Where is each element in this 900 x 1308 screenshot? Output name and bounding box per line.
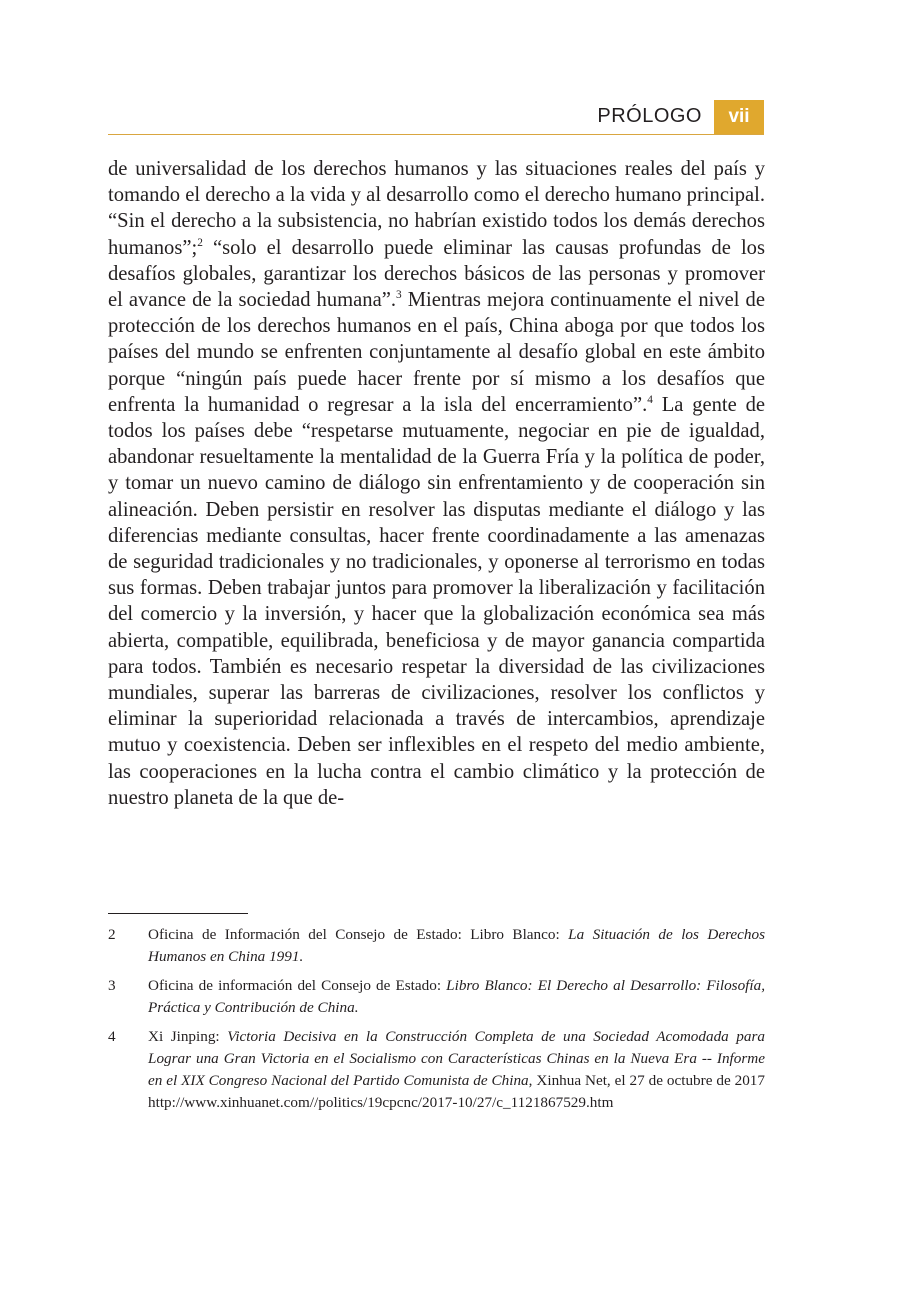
footnote-number: 4	[108, 1028, 116, 1045]
footnote-number: 2	[108, 926, 116, 943]
body-text-part: Mientras mejora continuamente el nivel de protección de los derechos humanos en el país, China aboga por que todos los países del mundo se enfrenten conjuntamente al desafío global en este ámbito porque “ningún país puede hacer frente por sí mismo a los desafíos que enfrenta la humanidad o regresar a la isla del encerramiento”.	[108, 289, 765, 416]
footnote-number: 3	[108, 977, 116, 994]
footnote-prefix: Oficina de información del Consejo de Estado:	[148, 977, 447, 994]
footnote-divider	[108, 913, 248, 914]
footnote-title: Libro Blanco: El Derecho al Desarrollo: Filosofía, Práctica y Contribución de China.	[148, 977, 766, 1016]
footnote-item	[108, 924, 765, 968]
footnotes	[108, 924, 765, 1121]
body-paragraph	[108, 156, 765, 811]
footnote-prefix: Xi Jinping:	[148, 1028, 228, 1045]
body-text-part: “solo el desarrollo puede eliminar las causas profundas de los desafíos globales, garantizar los derechos básicos de las personas y promover el avance de la sociedad humana”.	[108, 236, 765, 312]
body-text-part: La gente de todos los países debe “respetarse mutuamente, negociar en pie de igualdad, abandonar resueltamente la mentalidad de la Guerra Fría y la política de poder, y tomar un nuevo camino de diálogo sin enfrentamiento y de cooperación sin alineación. Deben persistir en resolver las disputas mediante el diálogo y las diferencias mediante consultas, hacer frente coordinadamente a las amenazas de seguridad tradicionales y no tradicionales, y oponerse al terrorismo en todas sus formas. Deben trabajar juntos para promover la liberalización y facilitación del comercio y la inversión, y hacer que la globalización económica sea más abierta, compatible, equilibrada, beneficiosa y de mayor ganancia compartida para todos. También es necesario respetar la diversidad de las civilizaciones mundiales, superar las barreras de civilizaciones, resolver los conflictos y eliminar la superioridad relacionada a través de intercambios, aprendizaje mutuo y coexistencia. Deben ser inflexibles en el respeto del medio ambiente, las cooperaciones en la lucha contra el cambio climático y la protección de nuestro planeta de la que de-	[108, 393, 766, 809]
footnote-prefix: Oficina de Información del Consejo de Estado: Libro Blanco:	[148, 926, 569, 943]
footnote-item	[108, 975, 765, 1019]
footnote-title: Victoria Decisiva en la Construcción Completa de una Sociedad Acomodada para Lograr una Gran Victoria en el Socialismo con Características Chinas en la Nueva Era -- Informe en el XIX Congreso Nacional del Partido Comunista de China	[148, 1028, 765, 1089]
footnote-text	[148, 975, 765, 1019]
footnote-item	[108, 1026, 765, 1114]
page-number: vii	[714, 100, 764, 134]
footnote-text	[148, 1026, 765, 1114]
footnote-ref[interactable]: 4	[647, 393, 653, 406]
section-title: PRÓLOGO	[597, 105, 702, 127]
body-text-part: de universalidad de los derechos humanos y las situaciones reales del país y tomando el derecho a la vida y al desarrollo como el derecho humano principal. “Sin el derecho a la subsistencia, no habrían existido todos los demás derechos humanos”;	[108, 158, 765, 259]
footnote-ref[interactable]: 3	[396, 289, 402, 302]
footnote-text	[148, 924, 765, 968]
footnote-ref[interactable]: 2	[197, 236, 203, 249]
footnote-title: La Situación de los Derechos Humanos en China 1991.	[148, 926, 765, 965]
footnote-suffix[interactable]: , Xinhua Net, el 27 de octubre de 2017 http://www.xinhuanet.com//politics/19cpcnc/2017-10/27/c_1121867529.htm	[148, 1072, 765, 1111]
running-header	[108, 100, 764, 135]
